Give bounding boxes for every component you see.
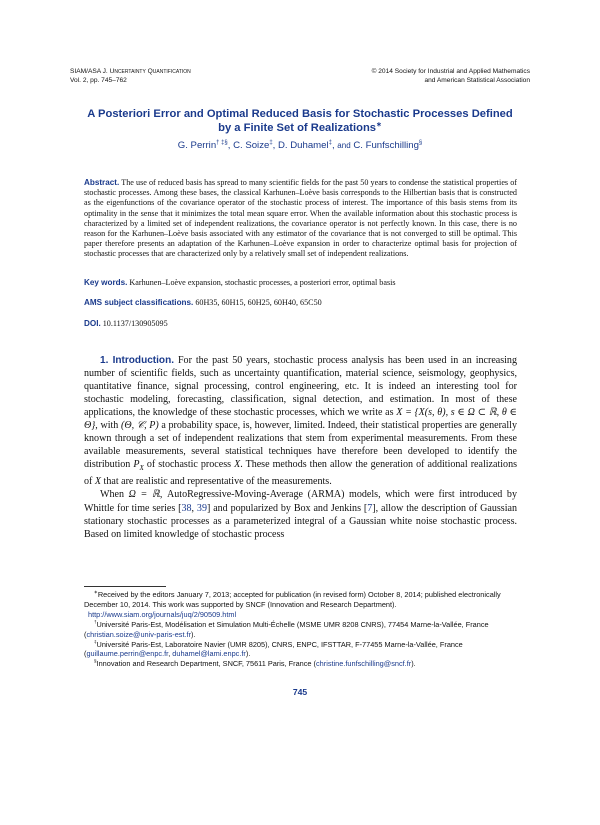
intro-text: that are realistic and representative of the measurements. xyxy=(101,476,332,488)
citation-link[interactable]: 7 xyxy=(367,502,373,514)
intro-text: ] and popularized by Box and Jenkins [ xyxy=(206,502,368,514)
author-duhamel: D. Duhamel xyxy=(277,140,329,151)
doi xyxy=(84,319,517,329)
association-line: and American Statistical Association xyxy=(424,76,530,84)
section-heading: 1. Introduction. xyxy=(100,355,174,366)
abstract-label: Abstract. xyxy=(84,178,120,187)
footnote-text: ). xyxy=(191,629,196,639)
math-distribution-sub: X xyxy=(139,464,144,473)
footnote-3 xyxy=(84,640,517,660)
ams-text: 60H35, 60H15, 60H25, 60H40, 65C50 xyxy=(195,298,322,307)
footnote-text: Innovation and Research Department, SNCF, 75611 Paris, France ( xyxy=(96,659,316,669)
footnote-url[interactable]: http://www.siam.org/journals/juq/2/90509.html xyxy=(88,609,237,619)
intro-paragraph-2 xyxy=(84,488,517,540)
running-header-left xyxy=(70,68,191,85)
section-introduction xyxy=(84,354,517,541)
footnote-2 xyxy=(84,620,517,640)
journal-name: SIAM/ASA J. Uncertainty Quantification xyxy=(70,68,191,75)
math-prob-space: (Θ, 𝒞, P) xyxy=(120,420,159,432)
intro-text: . These methods then allow the generation of additional realizations of xyxy=(84,459,517,488)
author-and: and xyxy=(337,141,351,150)
intro-text: of stochastic process xyxy=(143,459,235,471)
abstract-text: The use of reduced basis has spread to many scientific fields for the past 50 years to condense the statistical properties of stochastic processes. Among these bases, the classical Karhunen–Loève basis corresponds to the Hilbertian basis that is constructed as the eigenfunctions of the covariance operator of the stochastic process of interest. The importance of this basis stems from its optimality in the sense that it minimizes the total mean square error. When the available information about this stochastic process is characterized by a limited set of independent realizations, the covariance operator is not perfectly known. In this case, there is no reason for the Karhunen–Loève basis associated with any estimator of the covariance that is not converged to still be optimal. This paper therefore presents an adaptation of the Karhunen–Loève expansion in order to characterize optimal basis for projection of stochastic processes that are characterized only by a relatively small set of independent realizations. xyxy=(84,178,518,259)
math-process-def: X = {X(s, θ), s ∈ Ω ⊂ ℝ, θ ∈ Θ} xyxy=(84,407,517,432)
volume-pages: Vol. 2, pp. 745–762 xyxy=(70,76,127,84)
citation-separator: , xyxy=(191,502,197,514)
author-funfschilling-marks[interactable]: § xyxy=(418,139,423,146)
intro-paragraph-1 xyxy=(84,354,517,488)
citation-link[interactable]: 38 xyxy=(181,502,192,514)
title-line-1: A Posteriori Error and Optimal Reduced Basis for Stochastic Processes Defined xyxy=(87,108,513,120)
author-list: G. Perrin† ‡§, C. Soize‡, D. Duhamel‡, and C. Funfschilling§ xyxy=(177,139,423,151)
math-x: X xyxy=(234,459,241,471)
footnote-text: ). xyxy=(411,659,416,669)
keywords-label: Key words. xyxy=(84,278,128,287)
email-link[interactable]: duhamel@lami.enpc.fr xyxy=(172,649,246,659)
footnote-text: Université Paris-Est, Laboratoire Navier (UMR 8205), CNRS, ENPC, IFSTTAR, F-77455 Marne-la-Vallée, France ( xyxy=(84,639,463,659)
author-soize: C. Soize xyxy=(233,140,270,151)
math-x: X xyxy=(94,476,102,488)
title-line-2: by a Finite Set of Realizations xyxy=(218,122,377,134)
intro-text: a probability space, is, however, limited. Indeed, their statistical properties are generally known through a set of independent realizations that stem from experimental measurements. From these available measurements, several statistical techniques have therefore been developed to identify the distribution xyxy=(84,420,517,471)
author-funfschilling: C. Funfschilling xyxy=(353,140,419,151)
page-number: 745 xyxy=(292,687,308,697)
running-header-right xyxy=(372,68,530,85)
paper-title xyxy=(60,107,540,135)
footnote-text: ). xyxy=(245,649,251,659)
citation-link[interactable]: 39 xyxy=(196,502,207,514)
footnotes xyxy=(84,590,517,669)
footnote-text: , xyxy=(168,649,173,659)
keywords xyxy=(84,278,517,288)
email-link[interactable]: christine.funfschilling@sncf.fr xyxy=(316,659,412,669)
intro-text: , with xyxy=(95,420,121,432)
author-soize-marks[interactable]: ‡ xyxy=(269,139,273,146)
intro-text: For the past 50 years, stochastic process analysis has been used in an increasing number of scientific fields, such as uncertainty quantification, material science, seismology, geophysics, quantitative finance, signal processing, control engineering, etc. It is indeed an interesting tool for stochastic modeling, forecasting, classification, signal detection, and estimation. In most of these applications, the knowledge of these stochastic processes, which we write as xyxy=(84,355,517,419)
footnote-text: Université Paris-Est, Modélisation et Simulation Multi-Échelle (MSME UMR 8208 CNRS), 77454 Marne-la-Vallée, France ( xyxy=(84,619,489,639)
title-footnote-mark[interactable]: ∗ xyxy=(376,121,382,129)
footnote-mark: ∗ xyxy=(94,589,98,595)
ams-classifications xyxy=(84,298,517,308)
doi-text[interactable]: 10.1137/130905095 xyxy=(102,319,168,328)
intro-text: , AutoRegressive-Moving-Average (ARMA) models, which were first introduced by Whittle for time series [ xyxy=(84,489,517,514)
doi-label: DOI. xyxy=(84,319,101,328)
email-link[interactable]: guillaume.perrin@enpc.fr xyxy=(86,649,169,659)
intro-text: When xyxy=(100,489,129,501)
author-duhamel-marks[interactable]: ‡ xyxy=(328,139,332,146)
author-perrin: G. Perrin xyxy=(177,140,217,151)
footnote-rule xyxy=(84,586,166,587)
math-omega-r: Ω = ℝ xyxy=(128,489,160,501)
math-distribution: P xyxy=(133,459,140,471)
email-link[interactable]: christian.soize@univ-paris-est.fr xyxy=(86,629,192,639)
footnote-1 xyxy=(84,590,517,620)
keywords-text: Karhunen–Loève expansion, stochastic processes, a posteriori error, optimal basis xyxy=(129,278,396,287)
abstract xyxy=(84,178,517,260)
ams-label: AMS subject classifications. xyxy=(84,298,194,307)
copyright-line: © 2014 Society for Industrial and Applied Mathematics xyxy=(371,68,530,75)
intro-text: ], allow the description of Gaussian stationary stochastic processes as a parameterized integral of a Gaussian white noise stochastic process. Based on limited knowledge of stochastic process xyxy=(84,502,517,540)
footnote-mark: ‡ xyxy=(94,639,97,645)
footnote-mark: † xyxy=(94,619,97,625)
author-perrin-marks[interactable]: † ‡§ xyxy=(216,139,228,146)
footnote-mark: § xyxy=(94,658,97,664)
footnote-4 xyxy=(84,659,517,669)
footnote-text: Received by the editors January 7, 2013; accepted for publication (in revised form) October 8, 2014; published electronically December 10, 2014. This work was supported by SNCF (Innovation and Research Department). xyxy=(84,590,501,609)
